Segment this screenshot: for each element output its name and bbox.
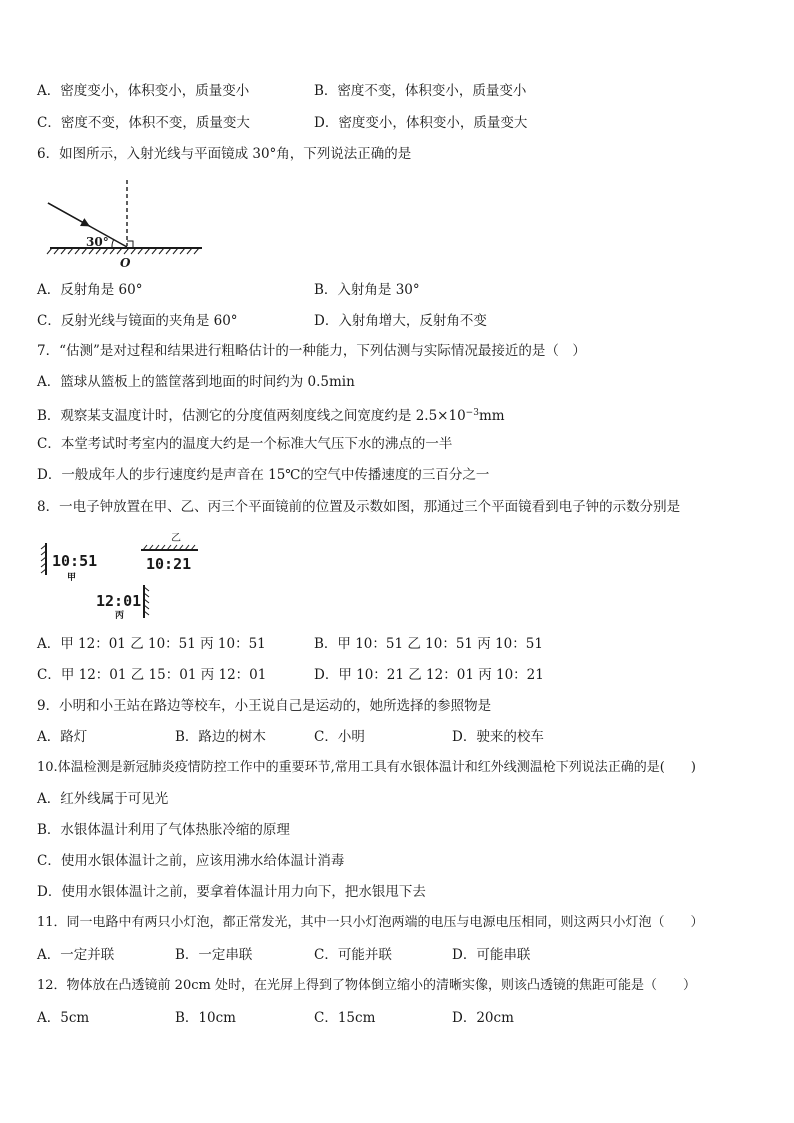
q10-option-a: A．红外线属于可见光 [37, 791, 169, 807]
q5-option-c: C．密度不变，体积不变，质量变大 [37, 115, 250, 131]
q8-option-c: C．甲 12：01 乙 15：01 丙 12：01 [37, 667, 267, 683]
q8-option-d: D．甲 10：21 乙 12：01 丙 10：21 [314, 667, 544, 683]
q8-option-a: A．甲 12：01 乙 10：51 丙 10：51 [37, 636, 266, 652]
q6-stem: 6．如图所示，入射光线与平面镜成 30°角，下列说法正确的是 [37, 146, 412, 162]
q8-option-b: B．甲 10：51 乙 10：51 丙 10：51 [314, 636, 543, 652]
clock-jia-display: 10:51 [52, 552, 98, 570]
q6-reflection-diagram [40, 175, 210, 270]
q6-option-c: C．反射光线与镜面的夹角是 60° [37, 313, 238, 329]
label-yi: 乙 [171, 533, 181, 544]
q11-option-c: C．可能并联 [314, 947, 392, 963]
q12-option-d: D．20cm [452, 1010, 514, 1026]
q6-option-a: A．反射角是 60° [37, 282, 143, 298]
q11-option-b: B．一定串联 [175, 947, 253, 963]
q5-option-a: A．密度变小，体积变小，质量变小 [37, 83, 250, 99]
q12-option-b: B．10cm [175, 1010, 236, 1026]
q11-stem: 11．同一电路中有两只小灯泡，都正常发光，其中一只小灯泡两端的电压与电源电压相同，则这两只小灯泡（ ） [37, 915, 704, 930]
q9-option-b: B．路边的树木 [175, 729, 266, 745]
incident-arrow [48, 203, 90, 226]
q12-stem: 12．物体放在凸透镜前 20cm 处时，在光屏上得到了物体倒立缩小的清晰实像，则该凸透镜的焦距可能是（ ） [37, 978, 696, 993]
q11-option-a: A．一定并联 [37, 947, 115, 963]
q7-option-a: A．篮球从篮板上的篮筐落到地面的时间约为 0.5min [37, 374, 355, 390]
q5-option-b: B．密度不变，体积变小，质量变小 [314, 83, 527, 99]
q7-option-b [37, 404, 505, 425]
q7-option-b-exponent: −3 [465, 408, 479, 418]
q12-option-c: C．15cm [314, 1010, 376, 1026]
angle-arc [112, 239, 114, 247]
q8-clock-mirror-diagram [38, 530, 218, 622]
angle-label: 30° [86, 235, 109, 249]
q11-option-d: D．可能串联 [452, 947, 531, 963]
q10-option-b: B．水银体温计利用了气体热胀冷缩的原理 [37, 822, 290, 838]
q9-option-c: C．小明 [314, 729, 365, 745]
q6-option-b: B．入射角是 30° [314, 282, 420, 298]
q7-option-c: C．本堂考试时考室内的温度大约是一个标准大气压下水的沸点的一半 [37, 436, 453, 452]
q12-option-a: A．5cm [37, 1010, 90, 1026]
q10-option-d: D．使用水银体温计之前，要拿着体温计用力向下，把水银甩下去 [37, 884, 426, 900]
q8-stem: 8．一电子钟放置在甲、乙、丙三个平面镜前的位置及示数如图，那通过三个平面镜看到电子钟的示数分别是 [37, 499, 681, 515]
q9-option-a: A．路灯 [37, 729, 88, 745]
q7-option-b-unit: mm [478, 408, 505, 424]
q9-option-d: D．驶来的校车 [452, 729, 544, 745]
q7-stem: 7．“估测”是对过程和结果进行粗略估计的一种能力，下列估测与实际情况最接近的是（ ） [37, 343, 586, 359]
clock-bing-display: 12:01 [96, 592, 142, 610]
q7-option-d: D．一般成年人的步行速度约是声音在 15℃的空气中传播速度的三百分之一 [37, 467, 490, 483]
q9-stem: 9．小明和小王站在路边等校车，小王说自己是运动的，她所选择的参照物是 [37, 698, 492, 714]
right-angle-mark [127, 241, 133, 247]
label-jia: 甲 [67, 573, 77, 583]
q7-option-b-text: B．观察某支温度计时，估测它的分度值两刻度线之间宽度约是 2.5×10 [37, 408, 466, 424]
point-o-label: O [120, 256, 131, 270]
label-bing: 丙 [115, 611, 125, 621]
clock-yi-display: 10:21 [146, 555, 192, 573]
q5-option-d: D．密度变小，体积变小，质量变大 [314, 115, 528, 131]
q6-option-d: D．入射角增大，反射角不变 [314, 313, 487, 329]
q10-option-c: C．使用水银体温计之前，应该用沸水给体温计消毒 [37, 853, 345, 869]
q10-stem: 10.体温检测是新冠肺炎疫情防控工作中的重要环节,常用工具有水银体温计和红外线测温枪下列说法正确的是( ) [37, 760, 696, 775]
